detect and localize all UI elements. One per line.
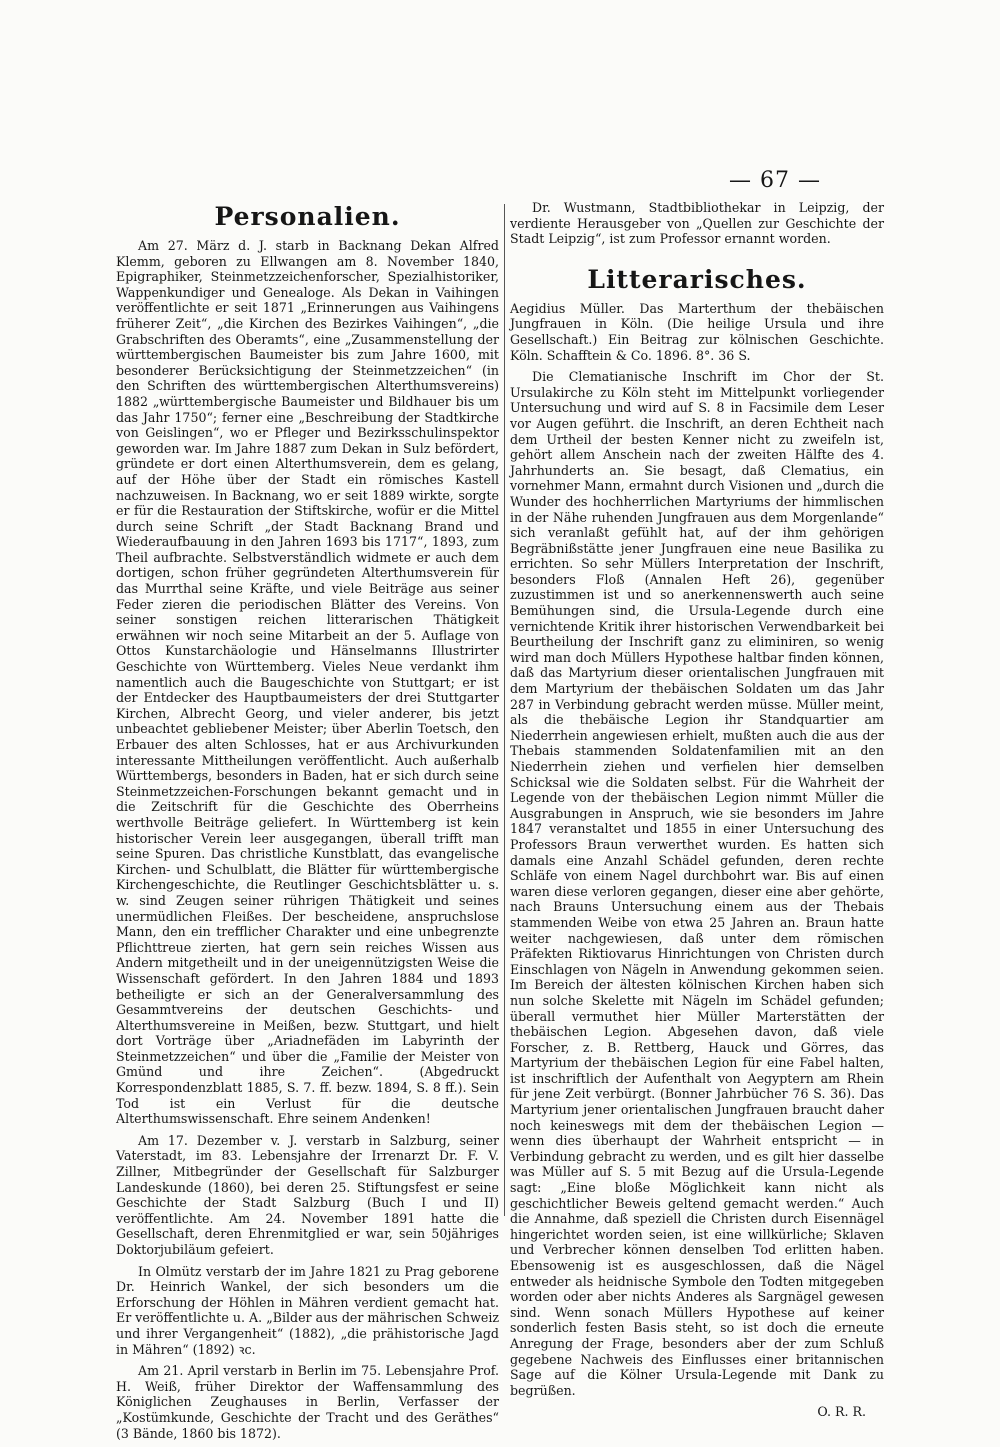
- section-heading-personalien: Personalien.: [214, 202, 401, 231]
- obituary-wankel: In Olmütz verstarb der im Jahre 1821 zu Prag geborene Dr. Heinrich Wankel, der sich besonders um die Erforschung der Höhlen in Mähren verdient gemacht hat. Er veröffentlichte u. A. „Bilder aus der mährischen Schweiz und ihrer Vergangenheit“ (1882), „die prähistorische Jagd in Mähren“ (1892) ꝛc.: [116, 1263, 499, 1357]
- right-column: [510, 200, 884, 1426]
- review-body: Die Clematianische Inschrift im Chor der St. Ursulakirche zu Köln steht im Mittelpunkt vorliegender Untersuchung und wird auf S. 8 in Facsimile dem Leser vor Augen geführt. die Inschrift, an deren Echtheit nach dem Urtheil der besten Kenner nicht zu zweifeln ist, gehört allem Anschein nach der zweiten Hälfte des 4. Jahrhunderts an. Sie besagt, daß Clematius, ein vornehmer Mann, ermahnt durch Visionen und „durch die Wunder des hochherrlichen Martyriums der himmlischen in der Nähe ruhenden Jungfrauen aus dem Morgenlande“ sich veranlaßt gefühlt hat, auf der ihm gehörigen Begräbnißstätte jener Jungfrauen eine neue Basilika zu errichten. So sehr Müllers Interpretation der Inschrift, besonders Floß (Annalen Heft 26), gegenüber zuzustimmen ist und so anerkennenswerth auch seine Bemühungen sind, die Ursula-Legende durch eine vernichtende Kritik ihrer historischen Verwendbarkeit bei Beurtheilung der Inschrift ganz zu eliminiren, so wenig wird man doch Müllers Hypothese haltbar finden können, daß das Martyrium dieser orientalischen Jungfrauen mit dem Martyrium der thebäischen Soldaten um das Jahr 287 in Verbindung gebracht werden müsse. Müller meint, als die thebäische Legion ihr Standquartier am Niederrhein angewiesen erhielt, mußten auch die aus der Thebais stammenden Soldatenfamilien mit an den Niederrhein ziehen und verfielen hier demselben Schicksal wie die Soldaten selbst. Für die Wahrheit der Legende von der thebäischen Legion nimmt Müller die Ausgrabungen in Anspruch, wie sie besonders im Jahre 1847 veranstaltet und 1855 in einer Untersuchung des Professors Braun verwerthet wurden. Es hatten sich damals eine Anzahl Schädel gefunden, deren rechte Schläfe von einem Nagel durchbohrt war. Bis auf einen waren diese verloren gegangen, dieser eine aber gehörte, nach Brauns Untersuchung einem aus der Thebais stammenden Weibe von etwa 25 Jahren an. Braun hatte weiter nachgewiesen, daß unter dem römischen Präfekten Riktiovarus Hinrichtungen von Christen durch Einschlagen von Nägeln in Anwendung gekommen seien. Im Bereich der ältesten kölnischen Kirchen haben sich nun solche Skelette mit Nägeln im Schädel gefunden; überall vermuthet hier Müller Marterstätten der thebäischen Legion. Abgesehen davon, daß viele Forscher, z. B. Rettberg, Hauck und Görres, das Martyrium der thebäischen Legion für eine Fabel halten, ist inschriftlich der Aufenthalt von Aegyptern am Rhein für jene Zeit verbürgt. (Bonner Jahrbücher 76 S. 36). Das Martyrium jener orientalischen Jungfrauen braucht daher noch keineswegs mit dem der thebäischen Legion — wenn dies überhaupt der Wahrheit entspricht — in Verbindung gebracht zu werden, und es gilt hier dasselbe was Müller auf S. 5 mit Bezug auf die Ursula-Legende sagt: „Eine bloße Möglichkeit kann nicht als geschichtlicher Beweis geltend gemacht werden.“ Auch die Annahme, daß speziell die Christen durch Eisennägel hingerichtet worden seien, ist eine willkürliche; Sklaven und Verbrecher können denselben Tod erlitten haben. Ebensowenig ist es ausgeschlossen, daß die Nägel entweder als heidnische Symbole den Todten mitgegeben worden oder aber nichts Anderes als Sargnägel gewesen sind. Wenn sonach Müllers Hypothese auf keiner sonderlich festen Basis steht, so ist doch die erneute Anregung der Frage, besonders aber der zum Schluß gegebene Nachweis des Einflusses einer britannischen Sage auf die Kölner Ursula-Legende mit Dank zu begrüßen.: [510, 369, 884, 1398]
- obituary-zillner: Am 17. Dezember v. J. verstarb in Salzburg, seiner Vaterstadt, im 83. Lebensjahre der Irrenarzt Dr. F. V. Zillner, Mitbegründer der Gesellschaft für Salzburger Landeskunde (1860), bei deren 25. Stiftungsfest er seine Geschichte der Stadt Salzburg (Buch I und II) veröffentlichte. Am 24. November 1891 hatte die Gesellschaft, deren Ehrenmitglied er war, sein 50jähriges Doktorjubiläum gefeiert.: [116, 1132, 499, 1257]
- obituary-klemm: Am 27. März d. J. starb in Backnang Dekan Alfred Klemm, geboren zu Ellwangen am 8. November 1840, Epigraphiker, Steinmetzzeichenforscher, Spezialhistoriker, Wappenkundiger und Genealoge. Als Dekan in Vaihingen veröffentlichte er seit 1871 „Erinnerungen aus Vaihingens früherer Zeit“, „die Kirchen des Bezirkes Vaihingen“, „die Grabschriften des Oberamts“, eine „Zusammenstellung der württembergischen Baumeister bis zum Jahre 1600, mit besonderer Berücksichtigung der Steinmetzzeichen“ (in den Schriften des württembergischen Alterthumsvereins) 1882 „württembergische Baumeister und Bildhauer bis um das Jahr 1750“; ferner eine „Beschreibung der Stadtkirche von Geislingen“, wo er Pfleger und Bezirksschulinspektor geworden war. Im Jahre 1887 zum Dekan in Sulz befördert, gründete er dort einen Alterthumsverein, dem es gelang, auf der Höhe über der Stadt ein römisches Kastell nachzuweisen. In Backnang, wo er seit 1889 wirkte, sorgte er für die Restauration der Stiftskirche, wofür er die Mittel durch seine Schrift „der Stadt Backnang Brand und Wiederaufbauung in den Jahren 1693 bis 1717“, 1893, zum Theil aufbrachte. Selbstverständlich widmete er auch dem dortigen, schon früher gegründeten Alterthumsverein für das Murrthal seine Kräfte, und viele Beiträge aus seiner Feder zieren die periodischen Blätter des Vereins. Von seiner sonstigen reichen litterarischen Thätigkeit erwähnen wir noch seine Mitarbeit an der 5. Auflage von Ottos Kunstarchäologie und Hänselmanns Illustrirter Geschichte von Württemberg. Vieles Neue verdankt ihm namentlich auch die Baugeschichte von Stuttgart; er ist der Entdecker des Hauptbaumeisters der drei Stuttgarter Kirchen, Albrecht Georg, und vieler anderer, bis jetzt unbeachtet gebliebener Meister; über Aberlin Toetsch, den Erbauer des alten Schlosses, hat er aus Archivurkunden interessante Mittheilungen veröffentlicht. Auch außerhalb Württembergs, besonders in Baden, hat er sich durch seine Steinmetzzeichen-Forschungen bekannt gemacht und in die Zeitschrift für die Geschichte des Oberrheins werthvolle Beiträge geliefert. In Württemberg ist kein historischer Verein leer ausgegangen, überall trifft man seine Spuren. Das christliche Kunstblatt, das evangelische Kirchen- und Schulblatt, die Blätter für württembergische Kirchengeschichte, die Reutlinger Geschichtsblätter u. s. w. sind Zeugen seiner rührigen Thätigkeit und seines unermüdlichen Fleißes. Der bescheidene, anspruchslose Mann, den ein trefflicher Charakter und eine unbegrenzte Pflichttreue zierten, hat gern sein reiches Wissen aus Andern mitgetheilt und in der uneigennützigsten Weise die Wissenschaft gefördert. In den Jahren 1884 und 1893 betheiligte er sich an der Generalversammlung des Gesammtvereins der deutschen Geschichts- und Alterthumsvereine in Meißen, bezw. Stuttgart, und hielt dort Vorträge über „Ariadnefäden im Labyrinth der Steinmetzzeichen“ und über die „Familie der Meister von Gmünd und ihre Zeichen“. (Abgedruckt Korrespondenzblatt 1885, S. 7. ff. bezw. 1894, S. 8 ff.). Sein Tod ist ein Verlust für die deutsche Alterthumswissenschaft. Ehre seinem Andenken!: [116, 238, 499, 1127]
- section-heading-litterarisches: Litterarisches.: [587, 264, 807, 294]
- left-column: [116, 200, 499, 1447]
- column-divider: [504, 204, 505, 1216]
- page-number: — 67 —: [729, 168, 821, 193]
- obituary-weiss: Am 21. April verstarb in Berlin im 75. Lebensjahre Prof. H. Weiß, früher Direktor der Waffensammlung des Königlichen Zeughauses in Berlin, Verfasser der „Kostümkunde, Geschichte der Tracht und des Geräthes“ (3 Bände, 1860 bis 1872).: [116, 1363, 499, 1441]
- news-wustmann: Dr. Wustmann, Stadtbibliothekar in Leipzig, der verdiente Herausgeber von „Quellen zur Geschichte der Stadt Leipzig“, ist zum Professor ernannt worden.: [510, 200, 884, 247]
- review-signature: O. R. R.: [817, 1404, 866, 1420]
- review-title: Aegidius Müller. Das Marterthum der thebäischen Jungfrauen in Köln. (Die heilige Ursula und ihre Gesellschaft.) Ein Beitrag zur kölnischen Geschichte. Köln. Schafftein & Co. 1896. 8°. 36 S.: [510, 300, 884, 363]
